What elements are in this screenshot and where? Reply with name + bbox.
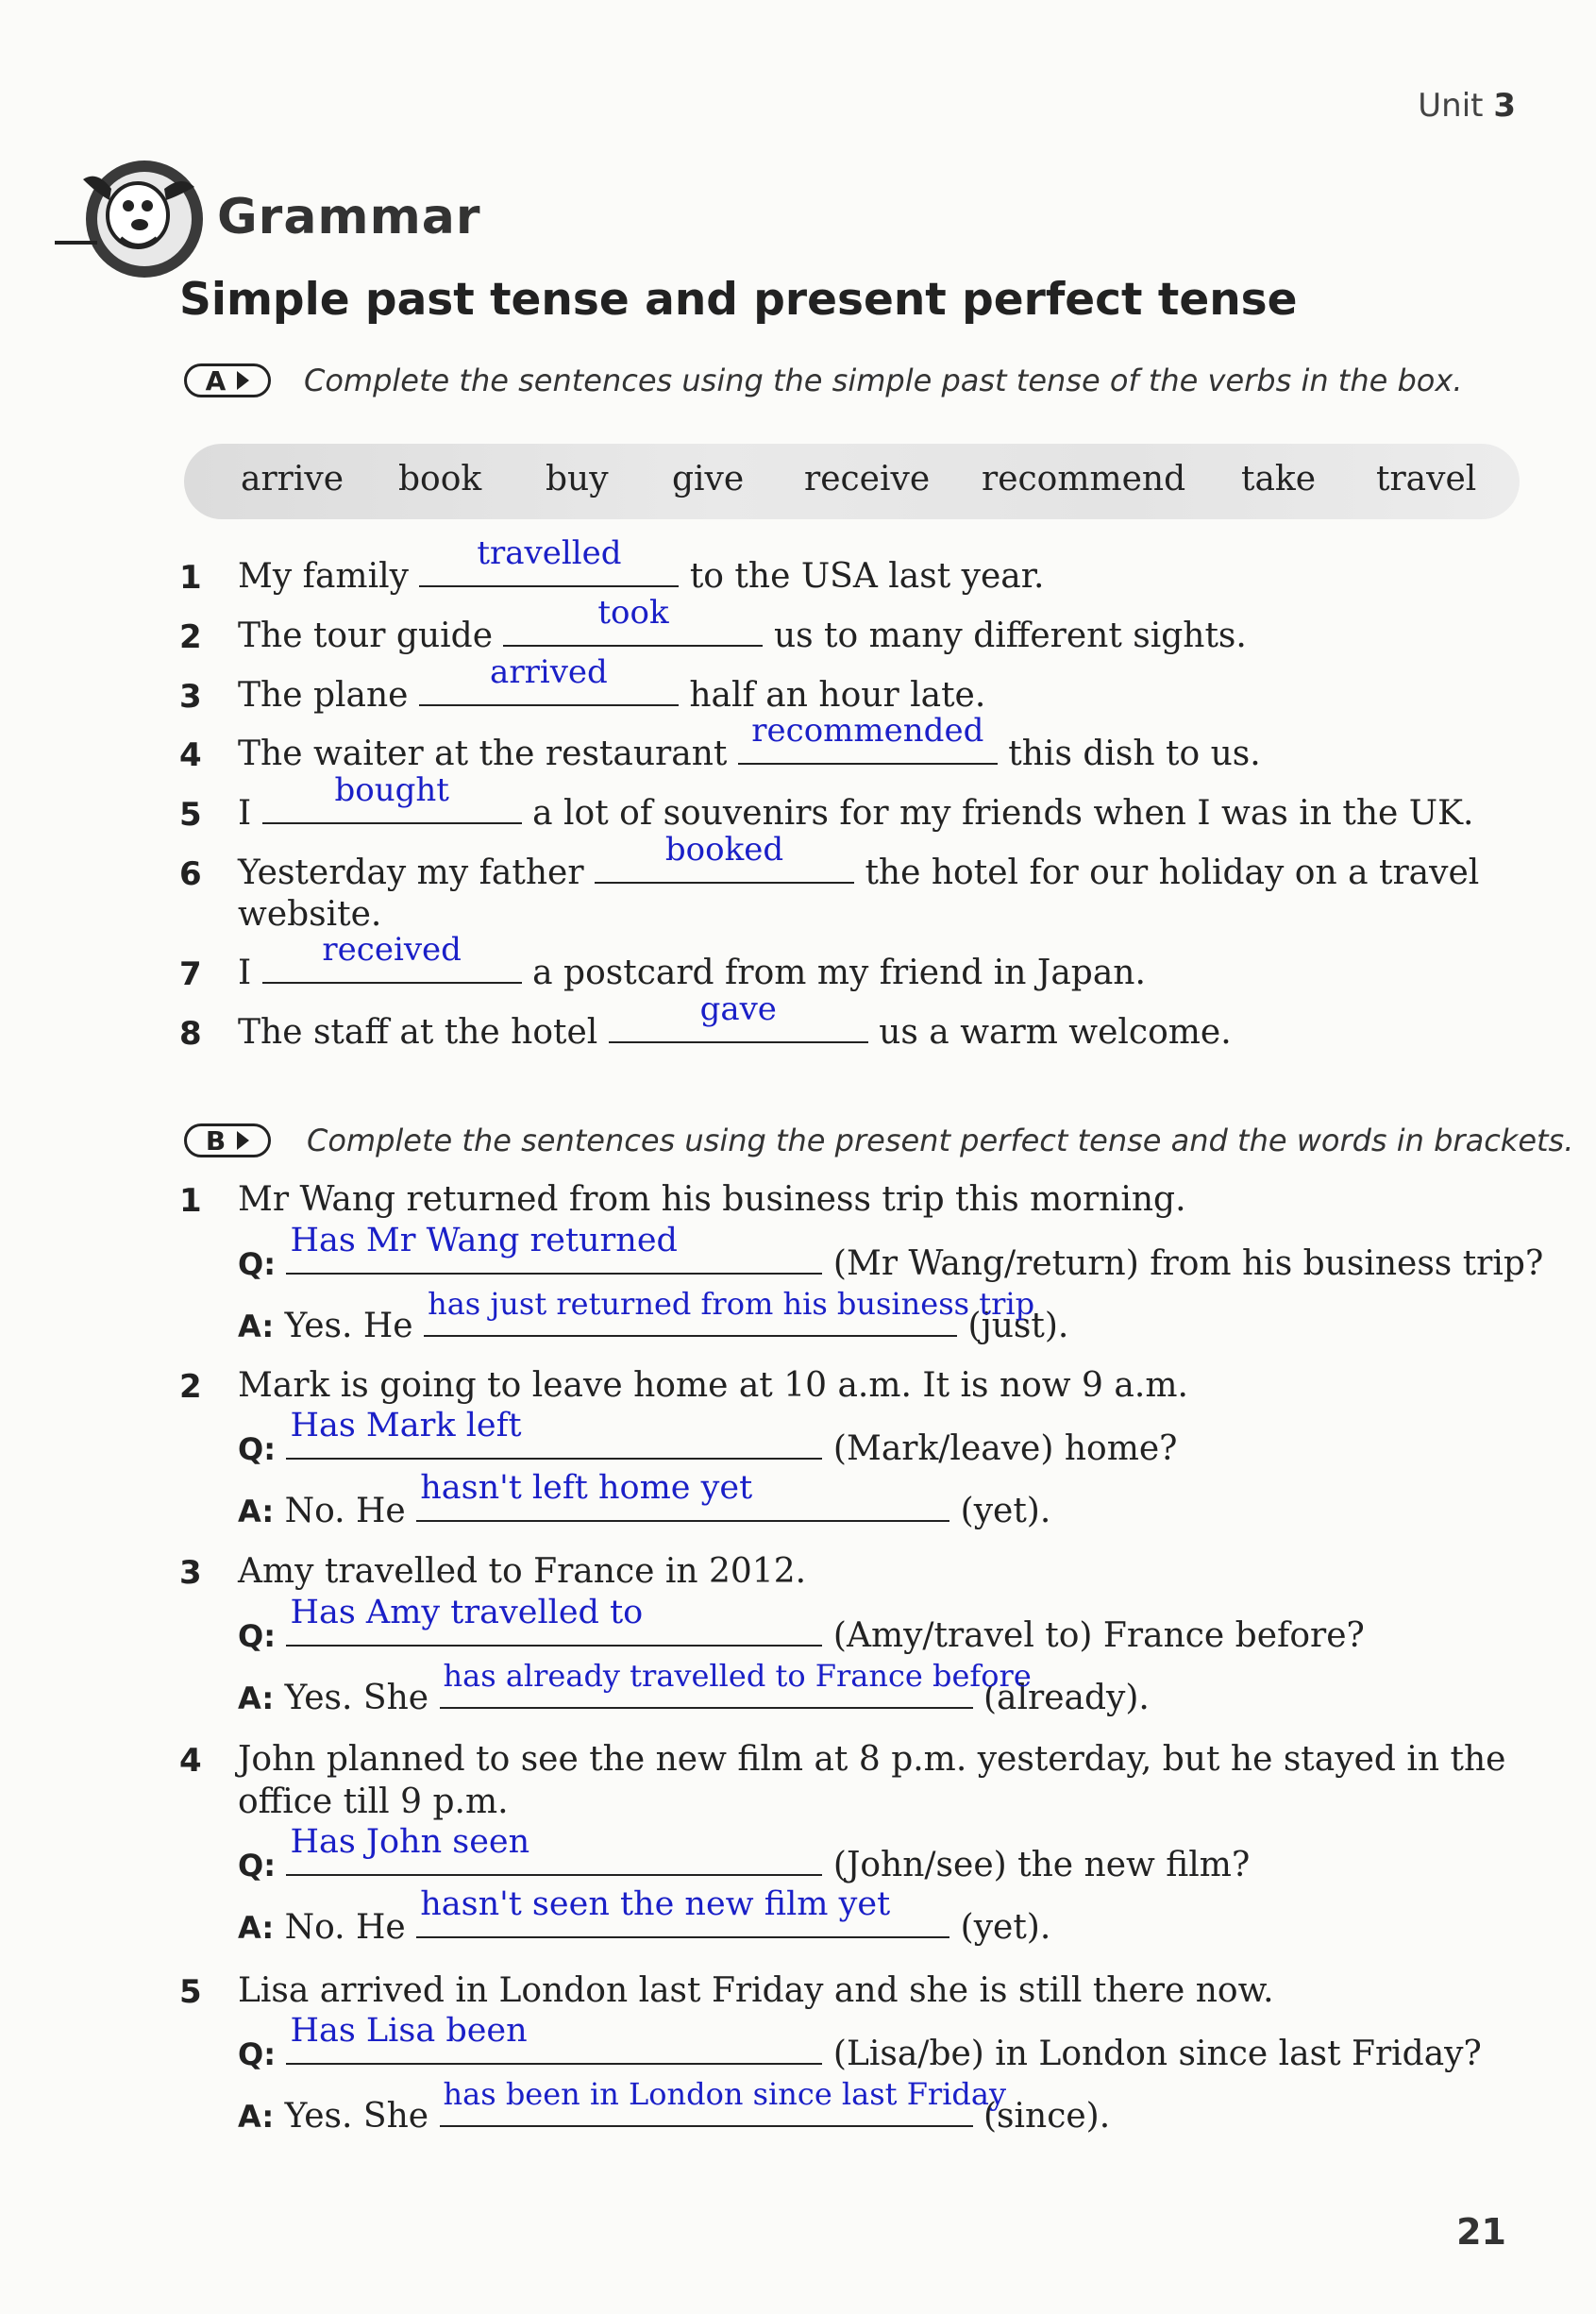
exercise-b-prompt: Amy travelled to France in 2012. (238, 1552, 807, 1591)
play-arrow-icon (237, 371, 249, 390)
exercise-b-prompt: Mr Wang returned from his business trip this morning. (238, 1180, 1186, 1219)
answer-text: booked (664, 831, 784, 869)
answer-end: (yet). (960, 1908, 1051, 1947)
question-line (238, 1407, 1178, 1468)
item-number: 4 (179, 736, 202, 774)
answer-start: No. He (284, 1492, 406, 1530)
item-number: 1 (179, 559, 202, 597)
play-arrow-icon (237, 1131, 249, 1150)
exercise-a-item-3 (238, 653, 986, 715)
sentence-start: The staff at the hotel (238, 1013, 598, 1052)
exercise-a-instruction: Complete the sentences using the simple past tense of the verbs in the box. (304, 363, 1463, 398)
answer-blank[interactable] (440, 2076, 1007, 2127)
answer-text: has been in London since last Friday (443, 2076, 1007, 2112)
answer-text: Has John seen (290, 1823, 530, 1861)
answer-text: has just returned from his business trip (428, 1286, 1035, 1322)
a-label: A: (238, 1309, 275, 1344)
question-end: (Mark/leave) home? (832, 1429, 1178, 1468)
question-line (238, 1823, 1251, 1884)
a-label: A: (238, 1681, 275, 1716)
q-label: Q: (238, 1431, 276, 1467)
answer-text: took (597, 594, 669, 632)
answer-blank[interactable] (738, 712, 998, 765)
sentence-end: the hotel for our holiday on a travel (865, 853, 1480, 892)
q-label: Q: (238, 2036, 276, 2072)
exercise-b-badge-letter: B (205, 1124, 227, 1157)
answer-blank[interactable] (286, 1594, 822, 1647)
answer-text: hasn't seen the new film yet (420, 1885, 891, 1923)
sentence-start: I (238, 954, 252, 992)
exercise-a-item-1 (238, 534, 1045, 596)
sentence-end: to the USA last year. (689, 557, 1045, 596)
answer-line (238, 1885, 1051, 1947)
answer-start: Yes. She (284, 2097, 429, 2136)
sentence-start: The waiter at the restaurant (238, 735, 728, 773)
exercise-a-item-2 (238, 594, 1247, 655)
item-number: 7 (179, 955, 202, 993)
exercise-a-badge (184, 363, 271, 397)
page-title: Simple past tense and present perfect tense (179, 274, 1298, 326)
question-line (238, 2012, 1482, 2073)
answer-end: (just). (967, 1307, 1069, 1345)
exercise-b-prompt-continuation: office till 9 p.m. (238, 1782, 509, 1821)
answer-line (238, 1286, 1069, 1345)
answer-end: (yet). (960, 1492, 1051, 1530)
exercise-a-badge-letter: A (205, 364, 227, 397)
exercise-b-instruction: Complete the sentences using the present perfect tense and the words in brackets. (307, 1123, 1574, 1158)
item-number: 2 (179, 618, 202, 656)
answer-text: travelled (477, 534, 622, 572)
word-box-item: book (398, 460, 482, 498)
unit-label (1418, 87, 1516, 125)
sentence-end: this dish to us. (1008, 735, 1261, 773)
section-heading: Grammar (217, 189, 481, 245)
exercise-a-item-4 (238, 712, 1261, 773)
sentence-start: I (238, 794, 252, 833)
exercise-a-item-5 (238, 771, 1474, 833)
q-label: Q: (238, 1618, 276, 1654)
exercise-a-item-7 (238, 931, 1146, 992)
sentence-start: Yesterday my father (238, 853, 584, 892)
page-number: 21 (1456, 2211, 1506, 2253)
answer-blank[interactable] (286, 2012, 822, 2065)
word-box-item: take (1241, 460, 1317, 498)
answer-blank[interactable] (440, 1658, 1032, 1709)
question-end: (Lisa/be) in London since last Friday? (832, 2035, 1482, 2073)
answer-line (238, 2076, 1111, 2136)
answer-end: (already). (983, 1679, 1150, 1717)
question-end: (Amy/travel to) France before? (832, 1616, 1365, 1655)
answer-blank[interactable] (286, 1823, 822, 1876)
answer-blank[interactable] (286, 1407, 822, 1460)
word-box-item: buy (546, 460, 609, 498)
answer-blank[interactable] (503, 594, 763, 647)
item-number: 6 (179, 855, 202, 893)
a-label: A: (238, 1494, 275, 1529)
answer-text: bought (334, 771, 449, 809)
item-number: 4 (179, 1742, 202, 1780)
sentence-start: The tour guide (238, 617, 494, 655)
word-box-item: travel (1376, 460, 1477, 498)
q-label: Q: (238, 1848, 276, 1883)
item-number: 3 (179, 1554, 202, 1592)
sentence-continuation: website. (238, 895, 382, 934)
item-number: 5 (179, 796, 202, 834)
answer-blank[interactable] (419, 653, 679, 706)
sentence-end: half an hour late. (689, 676, 986, 715)
word-box-item: arrive (241, 460, 344, 498)
answer-blank[interactable] (262, 931, 522, 984)
unit-label-text: Unit (1418, 87, 1484, 125)
unit-number: 3 (1493, 87, 1516, 125)
a-label: A: (238, 1910, 275, 1946)
exercise-b-badge (184, 1123, 271, 1157)
sentence-end: us to many different sights. (773, 617, 1247, 655)
answer-blank[interactable] (416, 1885, 949, 1938)
answer-text: recommended (751, 712, 984, 750)
word-box-item: recommend (982, 460, 1186, 498)
exercise-b-prompt: Mark is going to leave home at 10 a.m. It is now 9 a.m. (238, 1366, 1188, 1405)
question-end: (John/see) the new film? (832, 1846, 1251, 1884)
answer-start: Yes. She (284, 1679, 429, 1717)
item-number: 5 (179, 1973, 202, 2011)
answer-end: (since). (983, 2097, 1111, 2136)
answer-text: Has Amy travelled to (290, 1594, 644, 1631)
question-line (238, 1594, 1365, 1655)
answer-text: gave (699, 990, 777, 1028)
answer-line (238, 1469, 1051, 1530)
sentence-start: My family (238, 557, 409, 596)
sentence-end: us a warm welcome. (879, 1013, 1232, 1052)
item-number: 1 (179, 1182, 202, 1220)
answer-text: Has Lisa been (290, 2012, 528, 2050)
answer-text: arrived (490, 653, 608, 691)
q-label: Q: (238, 1246, 276, 1282)
exercise-a-item-6 (238, 831, 1480, 892)
exercise-a-item-8 (238, 990, 1232, 1052)
answer-blank[interactable] (424, 1286, 1035, 1337)
item-number: 8 (179, 1015, 202, 1053)
a-label: A: (238, 2099, 275, 2135)
sentence-end: a postcard from my friend in Japan. (532, 954, 1146, 992)
answer-blank[interactable] (416, 1469, 949, 1522)
word-box-item: receive (804, 460, 931, 498)
answer-text: Has Mark left (290, 1407, 522, 1444)
answer-blank[interactable] (286, 1222, 822, 1275)
answer-blank[interactable] (419, 534, 679, 587)
sentence-start: The plane (238, 676, 409, 715)
answer-text: received (322, 931, 462, 969)
exercise-b-prompt: Lisa arrived in London last Friday and she is still there now. (238, 1971, 1274, 2010)
answer-start: No. He (284, 1908, 406, 1947)
answer-text: has already travelled to France before (443, 1658, 1032, 1694)
answer-blank[interactable] (262, 771, 522, 824)
answer-blank[interactable] (595, 831, 854, 884)
answer-start: Yes. He (284, 1307, 413, 1345)
sentence-end: a lot of souvenirs for my friends when I was in the UK. (532, 794, 1474, 833)
item-number: 2 (179, 1368, 202, 1406)
grammar-mascot-icon (55, 151, 206, 283)
answer-text: Has Mr Wang returned (290, 1222, 678, 1259)
answer-text: hasn't left home yet (420, 1469, 753, 1507)
item-number: 3 (179, 678, 202, 716)
answer-blank[interactable] (609, 990, 868, 1043)
word-box-item: give (672, 460, 745, 498)
exercise-b-prompt: John planned to see the new film at 8 p.m. yesterday, but he stayed in the (238, 1740, 1506, 1779)
answer-line (238, 1658, 1150, 1717)
question-line (238, 1222, 1544, 1283)
question-end: (Mr Wang/return) from his business trip? (832, 1244, 1544, 1283)
